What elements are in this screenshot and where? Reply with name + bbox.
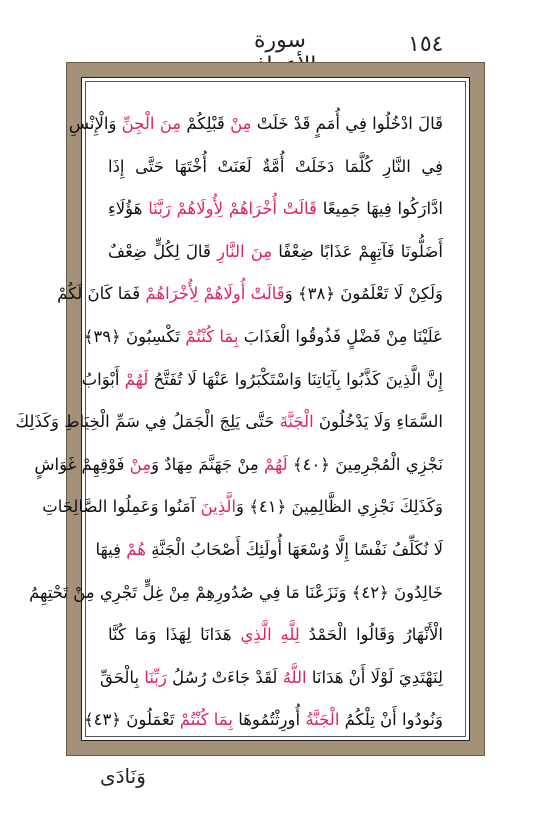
highlighted-text: قَالَتْ أُولَاهُمْ لِأُخْرَاهُمْ [145,284,285,304]
highlighted-text: الْجَنَّةُ [305,710,340,730]
verse-line [42,486,443,529]
verse-lines [15,103,444,742]
verse-text: خَالِدُونَ ﴿٤٢﴾ وَنَزَعْنَا مَا فِي صُدُورِهِمْ مِنْ غِلٍّ تَجْرِي مِنْ تَحْتِهِمُ [29,582,443,602]
highlighted-text: الَّذِينَ [200,497,236,517]
verse-text: السَّمَاءِ وَلَا يَدْخُلُونَ [313,412,443,432]
verse-text: لَقَدْ جَاءَتْ رُسُلُ [166,667,283,687]
verse-line [15,401,443,444]
highlighted-text: لَهُمْ [124,369,149,389]
verse-line [95,529,443,572]
verse-text: هَؤُلَاءِ [108,199,149,219]
verse-line [108,231,443,274]
verse-text: قَبْلِكُمْ [181,114,231,133]
verse-line [57,273,443,316]
page-header [0,20,550,60]
highlighted-text: اللَّهُ [282,667,307,687]
verse-text: تَكْسِبُونَ ﴿٣٩﴾ [83,326,186,346]
verse-text: ادَّارَكُوا فِيهَا جَمِيعًا [316,199,444,219]
verse-text: وَلَكِنْ لَا تَعْلَمُونَ ﴿٣٨﴾ وَ [284,284,443,304]
verse-text: عَلَيْنَا مِنْ فَضْلٍ فَذُوقُوا الْعَذَابَ [238,326,443,346]
highlighted-text: قَالَتْ أُخْرَاهُمْ لِأُولَاهُمْ رَبَّنَا [148,199,317,219]
highlighted-text: رَبِّنَا [144,667,167,687]
highlighted-text: مِنْ [129,454,152,474]
verse-text: وَنُودُوا أَنْ تِلْكُمُ [339,710,443,730]
highlighted-text: لِلَّهِ الَّذِي [240,625,300,645]
verse-text: مِنْ جَهَنَّمَ مِهَادٌ وَ [151,454,265,474]
verse-text: إِنَّ الَّذِينَ كَذَّبُوا بِآيَاتِنَا وَاسْتَكْبَرُوا عَنْهَا لَا تُفَتَّحُ [148,369,443,389]
verse-line [108,146,443,189]
verse-text: تَعْمَلُونَ ﴿٤٣﴾ [83,710,180,730]
verse-text: لِنَهْتَدِيَ لَوْلَا أَنْ هَدَانَا [306,667,443,687]
highlighted-text: هُمْ [126,539,146,559]
verse-text: وَالْإِنْسِ [68,114,122,133]
verse-text: فَمَا كَانَ لَكُمْ [57,284,146,304]
verse-line [34,444,443,487]
verse-text: فِي النَّارِ كُلَّمَا دَخَلَتْ أُمَّةٌ لَعَنَتْ أُخْتَهَا حَتَّى إِذَا [108,156,443,176]
verse-text: قَالَ لِكُلٍّ ضِعْفٌ [108,241,217,261]
verse-text: الْأَنْهَارُ وَقَالُوا الْحَمْدُ [299,625,443,645]
verse-text: قَالَ ادْخُلُوا فِي أُمَمٍ قَدْ خَلَتْ [251,114,443,133]
verse-text: وَكَذَلِكَ نَجْزِي الظَّالِمِينَ ﴿٤١﴾ وَ [236,497,443,517]
ornamental-frame [15,62,485,756]
highlighted-text: لَهُمْ [264,454,288,474]
verse-text: لَا نُكَلِّفُ نَفْسًا إِلَّا وُسْعَهَا أُولَئِكَ أَصْحَابُ الْجَنَّةِ [145,539,443,559]
surah-title: سورة [254,28,306,53]
highlighted-text: بِمَا كُنْتُمْ [185,326,239,346]
highlighted-text: مِنَ الْجِنِّ [121,114,182,133]
verse-text: بِالْحَقِّ [99,667,145,687]
verse-line [81,359,443,402]
verse-line [29,572,443,615]
verse-text: فَوْقِهِمْ غَوَاشٍ [34,454,130,474]
verse-text: فِيهَا [95,539,127,559]
verse-line [99,657,443,700]
verse-line [108,188,443,231]
verse-text: حَتَّى يَلِجَ الْجَمَلُ فِي سَمِّ الْخِيَاطِ وَكَذَلِكَ [15,412,280,432]
verse-text: نَجْزِي الْمُجْرِمِينَ ﴿٤٠﴾ [287,454,443,474]
verse-text: أَبْوَابُ [81,369,125,389]
verse-line [83,699,443,742]
verse-text: هَدَانَا لِهَذَا وَمَا كُنَّا [108,625,241,645]
highlighted-text: الْجَنَّةَ [279,412,314,432]
highlighted-text: بِمَا كُنْتُمْ [179,710,233,730]
page-number: ١٥٤ [408,32,444,57]
verse-line [68,103,443,146]
text-panel [15,77,470,741]
highlighted-text: مِنْ [230,114,252,133]
verse-text: أَضَلُّونَا فَآتِهِمْ عَذَابًا ضِعْفًا [272,241,443,261]
verse-text: آمَنُوا وَعَمِلُوا الصَّالِحَاتِ [42,497,201,517]
verse-line [108,614,443,657]
highlighted-text: مِنَ النَّارِ [216,241,273,261]
catchword: وَنَادَى [100,764,146,788]
verse-line [83,316,443,359]
verse-text: أُورِثْتُمُوهَا [232,710,306,730]
